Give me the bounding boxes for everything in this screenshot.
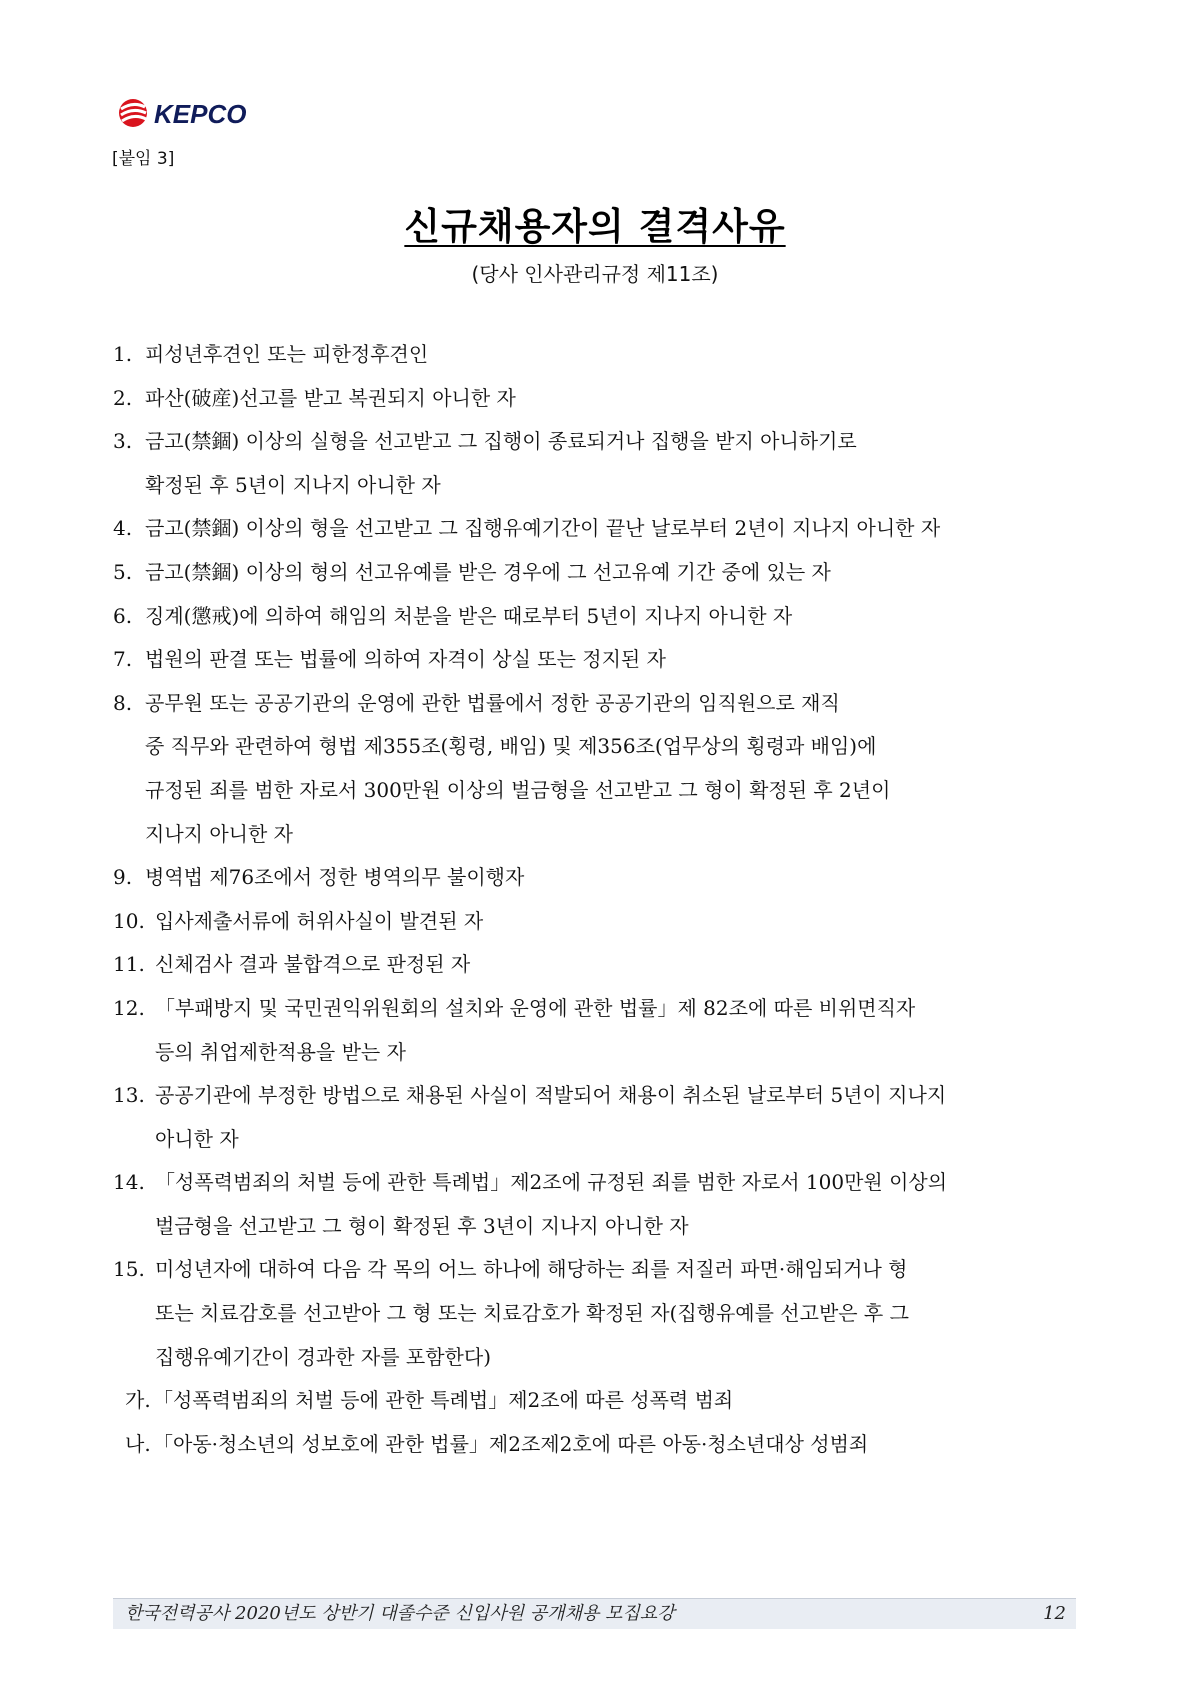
page-number: 12 [1043, 1603, 1066, 1624]
kepco-logo [118, 97, 268, 129]
list-item-number: 11. [113, 952, 145, 977]
list-item [113, 333, 1073, 377]
list-item-line: 지나지 아니한 자 [145, 821, 293, 846]
list-item-line: 벌금형을 선고받고 그 형이 확정된 후 3년이 지나지 아니한 자 [155, 1213, 689, 1238]
list-item-line: 입사제출서류에 허위사실이 발견된 자 [155, 908, 484, 933]
list-item-text [155, 943, 1073, 987]
list-item-line: 법원의 판결 또는 법률에 의하여 자격이 상실 또는 정지된 자 [145, 647, 666, 672]
list-item-line: 아니한 자 [155, 1126, 239, 1151]
disqualification-list [113, 333, 1073, 1466]
sub-item [113, 1423, 1073, 1467]
list-item-number: 1. [113, 342, 133, 366]
list-item-number: 14. [113, 1170, 145, 1195]
kepco-emblem-icon [119, 99, 147, 127]
list-item [113, 682, 1073, 856]
list-item-number: 12. [113, 995, 145, 1020]
list-item-number: 4. [113, 516, 133, 541]
list-item-number: 3. [113, 429, 133, 454]
list-item-line: 신체검사 결과 불합격으로 판정된 자 [155, 952, 471, 977]
list-item [113, 856, 1073, 900]
list-item-text [155, 1161, 1073, 1248]
list-item-text [155, 987, 1073, 1074]
list-item-text [155, 1248, 1073, 1379]
list-item-line: 또는 치료감호를 선고받아 그 형 또는 치료감호가 확정된 자(집행유예를 선고받은 후 그 [155, 1301, 909, 1326]
list-item [113, 900, 1073, 944]
list-item-text [155, 900, 1073, 944]
list-item [113, 507, 1073, 551]
page-footer [113, 1598, 1076, 1629]
list-item-number: 8. [113, 690, 133, 715]
list-item-text [145, 333, 1073, 377]
list-item-text [145, 420, 1073, 507]
list-item-line: 집행유예기간이 경과한 자를 포함한다) [155, 1344, 491, 1369]
sub-item-text: 「성폭력범죄의 처벌 등에 관한 특례법」제2조에 따른 성폭력 범죄 [153, 1388, 734, 1413]
list-item [113, 987, 1073, 1074]
list-item [113, 943, 1073, 987]
list-item-text [145, 638, 1073, 682]
list-item-number: 15. [113, 1257, 145, 1282]
footer-text: 한국전력공사 2020년도 상반기 대졸수준 신입사원 공개채용 모집요강 [125, 1603, 675, 1624]
page-title [0, 196, 1190, 250]
list-item [113, 1161, 1073, 1248]
list-item-line: 공공기관에 부정한 방법으로 채용된 사실이 적발되어 채용이 취소된 날로부터 5년이 지나지 [155, 1083, 947, 1108]
list-item-line: 등의 취업제한적용을 받는 자 [155, 1039, 406, 1064]
attachment-label: [붙임 3] [112, 149, 175, 169]
list-item-line: 병역법 제76조에서 정한 병역의무 불이행자 [145, 865, 525, 890]
sub-item-marker: 나. [125, 1431, 151, 1456]
list-item-number: 9. [113, 865, 133, 890]
list-item-line: 금고(禁錮) 이상의 실형을 선고받고 그 집행이 종료되거나 집행을 받지 아니하기로 [145, 429, 857, 454]
list-item-line: 중 직무와 관련하여 형법 제355조(횡령, 배임) 및 제356조(업무상의 횡령과 배임)에 [145, 734, 877, 759]
list-item-text [145, 682, 1073, 856]
list-item-line: 「성폭력범죄의 처벌 등에 관한 특례법」제2조에 규정된 죄를 범한 자로서 100만원 이상의 [155, 1170, 948, 1195]
sub-item-text: 「아동·청소년의 성보호에 관한 법률」제2조제2호에 따른 아동·청소년대상 성범죄 [153, 1431, 869, 1456]
list-item-number: 13. [113, 1083, 145, 1108]
sub-item-marker: 가. [125, 1388, 151, 1413]
list-item-number: 6. [113, 603, 133, 628]
list-item-text [145, 507, 1073, 551]
list-item [113, 420, 1073, 507]
list-item-line: 규정된 죄를 범한 자로서 300만원 이상의 벌금형을 선고받고 그 형이 확정된 후 2년이 [145, 777, 891, 802]
list-item [113, 638, 1073, 682]
list-item-text [145, 856, 1073, 900]
list-item-number: 2. [113, 385, 133, 410]
list-item-number: 5. [113, 559, 133, 584]
list-item-line: 피성년후견인 또는 피한정후견인 [145, 342, 429, 366]
list-item [113, 595, 1073, 639]
list-item-line: 징계(懲戒)에 의하여 해임의 처분을 받은 때로부터 5년이 지나지 아니한 자 [145, 603, 793, 628]
list-item-line: 금고(禁錮) 이상의 형의 선고유예를 받은 경우에 그 선고유예 기간 중에 있는 자 [145, 559, 831, 584]
list-item-text [145, 551, 1073, 595]
page-title-text: 신규채용자의 결격사유 [404, 205, 786, 248]
list-item-number: 7. [113, 647, 133, 672]
list-item-line: 「부패방지 및 국민권익위원회의 설치와 운영에 관한 법률」제 82조에 따른 비위면직자 [155, 995, 916, 1020]
list-item-text [155, 1074, 1073, 1161]
page-subtitle: (당사 인사관리규정 제11조) [471, 262, 719, 286]
list-item-text [145, 595, 1073, 639]
list-item [113, 551, 1073, 595]
list-item-line: 공무원 또는 공공기관의 운영에 관한 법률에서 정한 공공기관의 임직원으로 재직 [145, 690, 840, 715]
list-item-line: 파산(破産)선고를 받고 복권되지 아니한 자 [145, 385, 516, 410]
list-item-line: 확정된 후 5년이 지나지 아니한 자 [145, 472, 441, 497]
list-item [113, 377, 1073, 421]
sub-item [113, 1379, 1073, 1423]
list-item [113, 1248, 1073, 1379]
list-item-line: 금고(禁錮) 이상의 형을 선고받고 그 집행유예기간이 끝난 날로부터 2년이 지나지 아니한 자 [145, 516, 941, 541]
kepco-wordmark: KEPCO [154, 99, 247, 129]
list-item-line: 미성년자에 대하여 다음 각 목의 어느 하나에 해당하는 죄를 저질러 파면·해임되거나 형 [155, 1257, 908, 1282]
list-item-number: 10. [113, 908, 145, 933]
list-item [113, 1074, 1073, 1161]
list-item-text [145, 377, 1073, 421]
